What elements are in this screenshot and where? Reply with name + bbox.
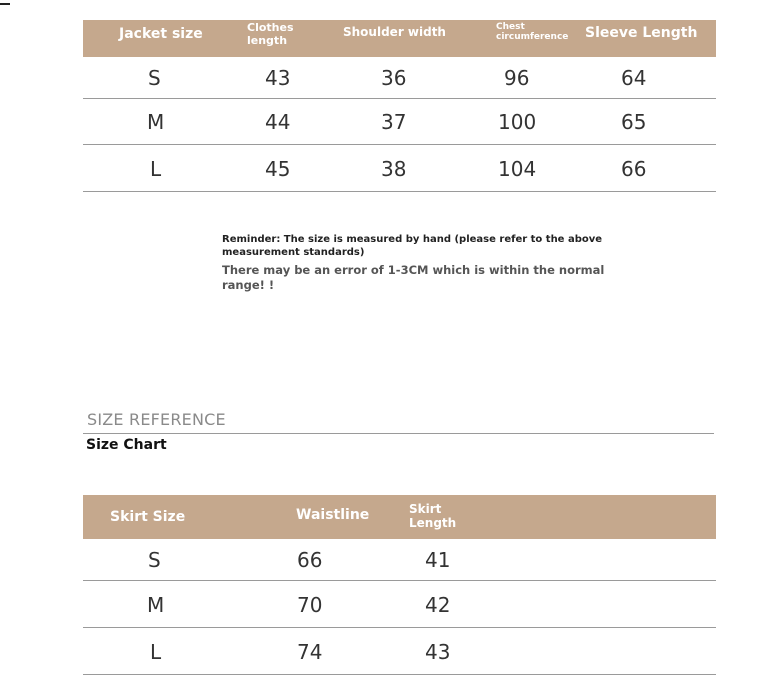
header-sleeve-length: Sleeve Length <box>585 25 698 41</box>
cell-waistline: 74 <box>297 639 323 664</box>
cell-size: M <box>147 110 165 134</box>
size-reference-title: SIZE REFERENCE <box>87 410 226 429</box>
table-row <box>83 99 716 145</box>
cell-size: S <box>148 548 161 572</box>
cell-size: S <box>148 66 161 90</box>
size-reference-divider <box>83 433 714 434</box>
cell-size: L <box>150 156 162 181</box>
header-clothes-length: Clothes length <box>247 21 294 47</box>
cell-size: L <box>150 639 162 664</box>
cell-shoulder-width: 36 <box>381 66 407 90</box>
cell-shoulder-width: 37 <box>381 110 407 134</box>
table-row <box>83 57 716 99</box>
cell-clothes-length: 43 <box>265 66 291 90</box>
table-row <box>83 581 716 628</box>
cell-sleeve-length: 64 <box>621 66 647 90</box>
cell-skirt-length: 41 <box>425 548 451 572</box>
cell-skirt-length: 42 <box>425 592 451 617</box>
header-waistline: Waistline <box>296 507 370 523</box>
row-divider <box>83 191 716 192</box>
table-row <box>83 628 716 675</box>
cell-chest: 96 <box>504 66 530 90</box>
header-skirt-length: Skirt Length <box>409 502 457 530</box>
cell-chest: 100 <box>498 110 537 134</box>
header-skirt-size: Skirt Size <box>110 509 186 525</box>
corner-mark <box>0 3 10 5</box>
cell-shoulder-width: 38 <box>381 156 407 181</box>
jacket-table-header <box>83 20 716 57</box>
cell-skirt-length: 43 <box>425 639 451 664</box>
cell-waistline: 70 <box>297 592 323 617</box>
size-chart-subtitle: Size Chart <box>86 437 167 453</box>
cell-chest: 104 <box>498 156 537 181</box>
skirt-table-header <box>83 495 716 539</box>
cell-clothes-length: 45 <box>265 156 291 181</box>
cell-sleeve-length: 65 <box>621 110 647 134</box>
table-row <box>83 145 716 192</box>
cell-clothes-length: 44 <box>265 110 291 134</box>
cell-waistline: 66 <box>297 548 323 572</box>
row-divider <box>83 674 716 675</box>
table-row <box>83 539 716 581</box>
reminder-line-2: There may be an error of 1-3CM which is within the normal range! ! <box>222 263 605 292</box>
cell-sleeve-length: 66 <box>621 156 647 181</box>
cell-size: M <box>147 592 165 617</box>
header-jacket-size: Jacket size <box>119 26 203 42</box>
reminder-line-1: Reminder: The size is measured by hand (please refer to the above measurement standards) <box>222 234 603 258</box>
header-shoulder-width: Shoulder width <box>343 25 446 39</box>
header-chest-circumference: Chest circumference <box>496 22 569 43</box>
